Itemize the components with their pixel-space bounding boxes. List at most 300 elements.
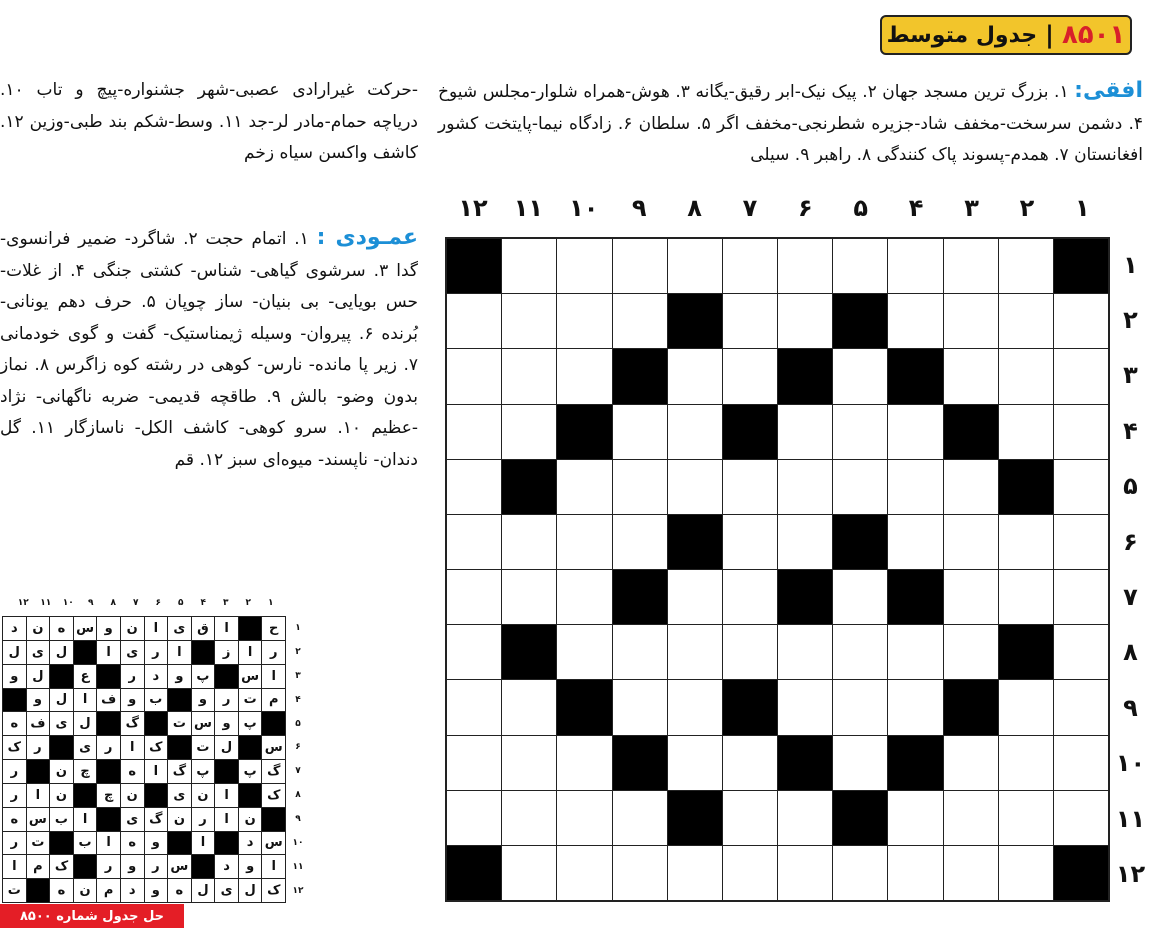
- answer-cell[interactable]: [502, 680, 556, 734]
- grid-row-number: ۵: [1123, 472, 1138, 501]
- solution-letter-cell: گ: [262, 760, 285, 783]
- grid-row-numbers: [1112, 237, 1149, 902]
- answer-cell[interactable]: [668, 846, 722, 900]
- grid-row-number: ۹: [1123, 693, 1138, 722]
- answer-cell[interactable]: [613, 791, 667, 845]
- solution-letter-cell: س: [168, 855, 191, 878]
- solution-letter-cell: ل: [239, 879, 262, 902]
- answer-cell[interactable]: [833, 680, 887, 734]
- solution-letter-cell: ر: [97, 855, 120, 878]
- answer-cell[interactable]: [888, 515, 942, 569]
- answer-cell[interactable]: [944, 349, 998, 403]
- solution-black-cell: [239, 784, 262, 807]
- answer-cell[interactable]: [502, 349, 556, 403]
- puzzle-number: ۸۵۰۱: [1061, 20, 1126, 50]
- answer-cell[interactable]: [1054, 515, 1108, 569]
- solution-letter-cell: ع: [74, 665, 97, 688]
- solution-black-cell: [145, 784, 168, 807]
- solution-letter-cell: ت: [3, 879, 26, 902]
- solution-letter-cell: و: [97, 617, 120, 640]
- solution-row-number: ۱: [295, 622, 301, 633]
- solution-letter-cell: و: [27, 689, 50, 712]
- solution-letter-cell: ر: [121, 665, 144, 688]
- solution-letter-cell: ا: [145, 617, 168, 640]
- solution-letter-cell: ا: [74, 808, 97, 831]
- solution-letter-cell: ز: [215, 641, 238, 664]
- answer-cell[interactable]: [1054, 625, 1108, 679]
- grid-column-number: ۲: [1019, 194, 1035, 222]
- answer-cell[interactable]: [1054, 680, 1108, 734]
- solution-letter-cell: ر: [262, 641, 285, 664]
- grid-row-number: ۶: [1123, 527, 1138, 556]
- answer-cell[interactable]: [833, 349, 887, 403]
- solution-letter-cell: ن: [121, 784, 144, 807]
- grid-row-number: ۲: [1123, 306, 1138, 335]
- solution-letter-cell: ل: [27, 665, 50, 688]
- answer-cell[interactable]: [502, 846, 556, 900]
- solution-row-number: ۸: [295, 790, 301, 801]
- solution-black-cell: [239, 617, 262, 640]
- answer-cell[interactable]: [833, 405, 887, 459]
- solution-black-cell: [192, 641, 215, 664]
- solution-row-number: ۲: [295, 646, 301, 657]
- answer-cell[interactable]: [557, 570, 611, 624]
- solution-letter-cell: س: [262, 736, 285, 759]
- answer-cell[interactable]: [668, 680, 722, 734]
- grid-row-number: ۱: [1123, 250, 1138, 279]
- across-heading: افقی:: [1074, 78, 1143, 103]
- answer-cell[interactable]: [723, 515, 777, 569]
- answer-cell[interactable]: [778, 515, 832, 569]
- puzzle-title-box: [880, 15, 1132, 55]
- black-cell: [999, 625, 1053, 679]
- solution-column-number: ۱۰: [62, 598, 74, 608]
- solution-letter-cell: د: [145, 665, 168, 688]
- answer-cell[interactable]: [557, 625, 611, 679]
- answer-cell[interactable]: [999, 405, 1053, 459]
- black-cell: [502, 625, 556, 679]
- solution-letter-cell: س: [239, 665, 262, 688]
- solution-black-cell: [74, 784, 97, 807]
- grid-column-number: ۵: [853, 194, 869, 222]
- answer-cell[interactable]: [778, 239, 832, 293]
- answer-cell[interactable]: [888, 846, 942, 900]
- grid-row-number: ۴: [1123, 416, 1138, 445]
- answer-cell[interactable]: [944, 460, 998, 514]
- black-cell: [502, 460, 556, 514]
- grid-column-number: ۷: [742, 194, 758, 222]
- grid-row-number: ۱۱: [1115, 804, 1146, 833]
- solution-row-number: ۱۰: [292, 837, 304, 848]
- answer-cell[interactable]: [1054, 405, 1108, 459]
- solution-letter-cell: ی: [168, 617, 191, 640]
- solution-letter-cell: ق: [192, 617, 215, 640]
- answer-cell[interactable]: [944, 239, 998, 293]
- answer-cell[interactable]: [723, 736, 777, 790]
- answer-cell[interactable]: [999, 294, 1053, 348]
- answer-cell[interactable]: [613, 515, 667, 569]
- solution-letter-cell: م: [27, 855, 50, 878]
- answer-cell[interactable]: [944, 791, 998, 845]
- answer-cell[interactable]: [668, 239, 722, 293]
- answer-cell[interactable]: [778, 791, 832, 845]
- answer-cell[interactable]: [613, 625, 667, 679]
- solution-black-cell: [27, 760, 50, 783]
- black-cell: [833, 294, 887, 348]
- solution-letter-cell: ل: [3, 641, 26, 664]
- solution-letter-cell: ه: [168, 879, 191, 902]
- solution-row-number: ۹: [295, 814, 301, 825]
- black-cell: [778, 349, 832, 403]
- solution-letter-cell: ا: [3, 855, 26, 878]
- grid-column-number: ۸: [687, 194, 702, 222]
- solution-black-cell: [74, 641, 97, 664]
- answer-cell[interactable]: [447, 791, 501, 845]
- answer-cell[interactable]: [1054, 736, 1108, 790]
- solution-letter-cell: ن: [27, 617, 50, 640]
- solution-column-number: ۶: [155, 598, 161, 608]
- answer-cell[interactable]: [999, 349, 1053, 403]
- black-cell: [833, 791, 887, 845]
- grid-row-number: ۳: [1123, 361, 1138, 390]
- solution-column-number: ۵: [178, 598, 184, 608]
- solution-letter-cell: د: [239, 832, 262, 855]
- across-clues-text: ۱. بزرگ ترین مسجد جهان ۲. پیک نیک-ابر رقیق-یگانه ۳. هوش-همراه شلوار-مجلس شیوخ ۴. دشمن سرسخت-مخفف شاد-جزیره شطرنجی-مخفف اگر ۵. سلطان ۶. زادگاه نیما-پایتخت کشور افغانستان ۷. همدم-پسوند پاک کنندگی ۸. راهبر ۹. سیلی: [438, 82, 1143, 165]
- solution-letter-cell: و: [168, 665, 191, 688]
- solution-letter-cell: ب: [50, 808, 73, 831]
- solution-row-numbers: [288, 616, 308, 903]
- solution-column-number: ۹: [88, 598, 94, 608]
- across-clues: [438, 75, 1143, 185]
- solution-letter-cell: و: [145, 832, 168, 855]
- solution-letter-cell: ی: [168, 784, 191, 807]
- solution-letter-cell: ی: [50, 712, 73, 735]
- answer-cell[interactable]: [447, 294, 501, 348]
- solution-letter-cell: و: [239, 855, 262, 878]
- solution-letter-cell: ر: [145, 855, 168, 878]
- solution-black-cell: [239, 736, 262, 759]
- solution-black-cell: [215, 832, 238, 855]
- solution-letter-cell: ی: [74, 736, 97, 759]
- solution-letter-cell: ل: [50, 689, 73, 712]
- solution-letter-cell: پ: [192, 665, 215, 688]
- solution-letter-cell: ا: [121, 736, 144, 759]
- solution-letter-cell: ه: [3, 808, 26, 831]
- answer-cell[interactable]: [668, 460, 722, 514]
- answer-cell[interactable]: [668, 570, 722, 624]
- answer-cell[interactable]: [723, 791, 777, 845]
- solution-letter-cell: و: [3, 665, 26, 688]
- solution-letter-cell: ف: [97, 689, 120, 712]
- solution-letter-cell: ا: [262, 665, 285, 688]
- solution-black-cell: [262, 808, 285, 831]
- solution-letter-cell: چ: [97, 784, 120, 807]
- solution-letter-cell: ر: [3, 760, 26, 783]
- solution-letter-cell: ن: [74, 879, 97, 902]
- solution-letter-cell: ن: [50, 784, 73, 807]
- down-heading: عمـودی :: [316, 225, 419, 250]
- answer-cell[interactable]: [557, 294, 611, 348]
- answer-cell[interactable]: [447, 736, 501, 790]
- answer-cell[interactable]: [723, 625, 777, 679]
- answer-cell[interactable]: [723, 294, 777, 348]
- answer-cell[interactable]: [447, 460, 501, 514]
- black-cell: [778, 736, 832, 790]
- black-cell: [778, 570, 832, 624]
- answer-cell[interactable]: [557, 460, 611, 514]
- solution-letter-cell: ر: [192, 808, 215, 831]
- solution-letter-cell: ا: [215, 808, 238, 831]
- crossword-grid: [445, 237, 1110, 902]
- down-clues: [0, 222, 418, 542]
- solution-letter-cell: ر: [27, 736, 50, 759]
- answer-cell[interactable]: [833, 570, 887, 624]
- answer-cell[interactable]: [888, 405, 942, 459]
- answer-cell[interactable]: [502, 791, 556, 845]
- answer-cell[interactable]: [723, 349, 777, 403]
- answer-cell[interactable]: [613, 846, 667, 900]
- solution-letter-cell: و: [121, 855, 144, 878]
- grid-column-number: ۱۲: [458, 194, 488, 222]
- solution-row-number: ۶: [295, 742, 301, 753]
- answer-cell[interactable]: [833, 239, 887, 293]
- answer-cell[interactable]: [557, 791, 611, 845]
- solution-row-number: ۱۱: [292, 861, 304, 872]
- answer-cell[interactable]: [668, 349, 722, 403]
- black-cell: [888, 570, 942, 624]
- answer-cell[interactable]: [999, 680, 1053, 734]
- solution-letter-cell: س: [262, 832, 285, 855]
- answer-cell[interactable]: [999, 515, 1053, 569]
- answer-cell[interactable]: [613, 239, 667, 293]
- solution-letter-cell: ک: [50, 855, 73, 878]
- solution-letter-cell: ر: [97, 736, 120, 759]
- solution-letter-cell: ک: [262, 879, 285, 902]
- answer-cell[interactable]: [888, 460, 942, 514]
- solution-letter-cell: و: [192, 689, 215, 712]
- solution-letter-cell: و: [145, 879, 168, 902]
- solution-letter-cell: م: [97, 879, 120, 902]
- black-cell: [668, 515, 722, 569]
- solution-black-cell: [168, 736, 191, 759]
- solution-letter-cell: ا: [74, 689, 97, 712]
- solution-letter-cell: گ: [145, 808, 168, 831]
- answer-cell[interactable]: [833, 460, 887, 514]
- grid-row-number: ۸: [1123, 638, 1138, 667]
- solution-column-number: ۱۲: [17, 598, 29, 608]
- solution-row-number: ۱۲: [292, 885, 304, 896]
- answer-cell[interactable]: [888, 239, 942, 293]
- grid-column-numbers: [445, 194, 1110, 230]
- solution-caption: حل جدول شماره ۸۵۰۰: [0, 904, 184, 928]
- solution-letter-cell: ل: [215, 736, 238, 759]
- black-cell: [999, 460, 1053, 514]
- solution-letter-cell: گ: [121, 712, 144, 735]
- answer-cell[interactable]: [833, 736, 887, 790]
- answer-cell[interactable]: [778, 846, 832, 900]
- answer-cell[interactable]: [723, 239, 777, 293]
- answer-cell[interactable]: [447, 625, 501, 679]
- solution-black-cell: [262, 712, 285, 735]
- solution-letter-cell: د: [3, 617, 26, 640]
- solution-letter-cell: ا: [215, 784, 238, 807]
- solution-letter-cell: ه: [50, 617, 73, 640]
- solution-letter-cell: ن: [168, 808, 191, 831]
- solution-letter-cell: س: [27, 808, 50, 831]
- solution-letter-cell: ر: [145, 641, 168, 664]
- answer-cell[interactable]: [944, 570, 998, 624]
- answer-cell[interactable]: [778, 680, 832, 734]
- solution-letter-cell: ل: [74, 712, 97, 735]
- solution-letter-cell: ن: [192, 784, 215, 807]
- solution-letter-cell: ب: [145, 689, 168, 712]
- answer-cell[interactable]: [447, 405, 501, 459]
- black-cell: [723, 405, 777, 459]
- answer-cell[interactable]: [999, 239, 1053, 293]
- grid-column-number: ۱۱: [513, 194, 544, 222]
- solution-letter-cell: ه: [50, 879, 73, 902]
- solution-black-cell: [50, 832, 73, 855]
- title-separator: |: [1045, 21, 1054, 49]
- solution-letter-cell: و: [215, 712, 238, 735]
- answer-cell[interactable]: [944, 625, 998, 679]
- solution-letter-cell: ا: [97, 832, 120, 855]
- answer-cell[interactable]: [888, 294, 942, 348]
- solution-letter-cell: ه: [121, 760, 144, 783]
- solution-black-cell: [50, 736, 73, 759]
- answer-cell[interactable]: [447, 515, 501, 569]
- solution-black-cell: [50, 665, 73, 688]
- answer-cell[interactable]: [1054, 294, 1108, 348]
- solution-letter-cell: ه: [121, 832, 144, 855]
- answer-cell[interactable]: [778, 460, 832, 514]
- answer-cell[interactable]: [1054, 570, 1108, 624]
- black-cell: [888, 736, 942, 790]
- solution-letter-cell: ی: [121, 808, 144, 831]
- solution-letter-cell: ک: [145, 736, 168, 759]
- solution-letter-cell: پ: [239, 712, 262, 735]
- answer-cell[interactable]: [668, 405, 722, 459]
- solution-letter-cell: ر: [215, 689, 238, 712]
- solution-letter-cell: ی: [215, 879, 238, 902]
- answer-cell[interactable]: [557, 846, 611, 900]
- answer-cell[interactable]: [888, 791, 942, 845]
- answer-cell[interactable]: [888, 680, 942, 734]
- answer-cell[interactable]: [502, 294, 556, 348]
- answer-cell[interactable]: [447, 570, 501, 624]
- grid-column-number: ۹: [631, 194, 647, 222]
- answer-cell[interactable]: [944, 515, 998, 569]
- solution-letter-cell: پ: [192, 760, 215, 783]
- answer-cell[interactable]: [1054, 349, 1108, 403]
- grid-column-number: ۱: [1074, 194, 1090, 222]
- answer-cell[interactable]: [778, 625, 832, 679]
- answer-cell[interactable]: [668, 625, 722, 679]
- solution-letter-cell: پ: [239, 760, 262, 783]
- answer-cell[interactable]: [447, 349, 501, 403]
- solution-letter-cell: ن: [50, 760, 73, 783]
- answer-cell[interactable]: [723, 846, 777, 900]
- answer-cell[interactable]: [613, 405, 667, 459]
- black-cell: [447, 239, 501, 293]
- answer-cell[interactable]: [613, 460, 667, 514]
- answer-cell[interactable]: [778, 405, 832, 459]
- answer-cell[interactable]: [557, 239, 611, 293]
- answer-cell[interactable]: [944, 846, 998, 900]
- black-cell: [668, 294, 722, 348]
- answer-cell[interactable]: [723, 570, 777, 624]
- answer-cell[interactable]: [502, 515, 556, 569]
- answer-cell[interactable]: [502, 239, 556, 293]
- solution-letter-cell: ر: [3, 832, 26, 855]
- solution-letter-cell: ن: [121, 617, 144, 640]
- answer-cell[interactable]: [557, 736, 611, 790]
- solution-black-cell: [168, 689, 191, 712]
- answer-cell[interactable]: [944, 294, 998, 348]
- solution-black-cell: [97, 665, 120, 688]
- solution-column-number: ۴: [200, 598, 206, 608]
- solution-letter-cell: ب: [74, 832, 97, 855]
- solution-black-cell: [97, 760, 120, 783]
- answer-cell[interactable]: [557, 349, 611, 403]
- answer-cell[interactable]: [613, 294, 667, 348]
- answer-cell[interactable]: [668, 736, 722, 790]
- answer-cell[interactable]: [999, 736, 1053, 790]
- solution-letter-cell: ن: [239, 808, 262, 831]
- solution-letter-cell: گ: [168, 760, 191, 783]
- black-cell: [668, 791, 722, 845]
- answer-cell[interactable]: [613, 680, 667, 734]
- solution-letter-cell: ل: [50, 641, 73, 664]
- solution-black-cell: [145, 712, 168, 735]
- answer-cell[interactable]: [502, 405, 556, 459]
- solution-letter-cell: و: [121, 689, 144, 712]
- answer-cell[interactable]: [999, 791, 1053, 845]
- answer-cell[interactable]: [447, 680, 501, 734]
- solution-black-cell: [97, 808, 120, 831]
- answer-cell[interactable]: [723, 460, 777, 514]
- solution-letter-cell: ک: [262, 784, 285, 807]
- black-cell: [944, 405, 998, 459]
- answer-cell[interactable]: [944, 736, 998, 790]
- grid-column-number: ۶: [798, 194, 813, 222]
- solution-black-cell: [168, 832, 191, 855]
- solution-black-cell: [3, 689, 26, 712]
- answer-cell[interactable]: [833, 846, 887, 900]
- answer-cell[interactable]: [999, 570, 1053, 624]
- solution-black-cell: [97, 712, 120, 735]
- solution-letter-cell: ا: [168, 641, 191, 664]
- answer-cell[interactable]: [557, 515, 611, 569]
- solution-letter-cell: س: [74, 617, 97, 640]
- grid-row-number: ۱۰: [1115, 749, 1146, 778]
- solution-black-cell: [215, 665, 238, 688]
- puzzle-title: جدول متوسط: [886, 22, 1038, 48]
- answer-cell[interactable]: [888, 625, 942, 679]
- solution-letter-cell: ف: [27, 712, 50, 735]
- answer-cell[interactable]: [778, 294, 832, 348]
- answer-cell[interactable]: [999, 846, 1053, 900]
- solution-letter-cell: ا: [239, 641, 262, 664]
- black-cell: [613, 736, 667, 790]
- answer-cell[interactable]: [502, 736, 556, 790]
- answer-cell[interactable]: [502, 570, 556, 624]
- answer-cell[interactable]: [833, 625, 887, 679]
- answer-cell[interactable]: [1054, 791, 1108, 845]
- answer-cell[interactable]: [1054, 460, 1108, 514]
- solution-column-number: ۷: [133, 598, 139, 608]
- across-clues-continued-text: -حرکت غیرارادی عصبی-شهر جشنواره-پیچ و تاب ۱۰. دریاچه حمام-مادر لر-جد ۱۱. وسط-شکم بند طبی-وزین ۱۲. کاشف واکسن سیاه زخم: [0, 80, 418, 163]
